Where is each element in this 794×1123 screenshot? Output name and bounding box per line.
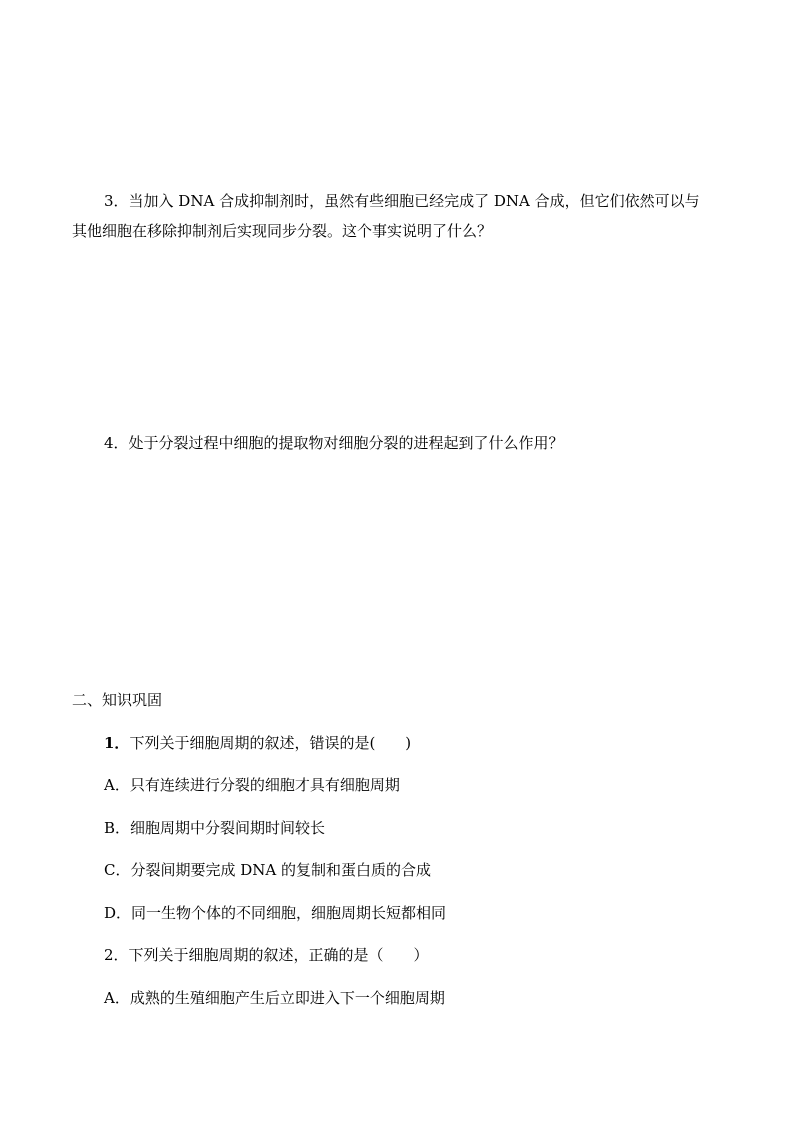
question-3-line-1: 3．当加入 DNA 合成抑制剂时，虽然有些细胞已经完成了 DNA 合成，但它们依然可以与 — [104, 192, 700, 210]
mcq-1-option-a: A．只有连续进行分裂的细胞才具有细胞周期 — [104, 776, 400, 794]
question-4-text: 4．处于分裂过程中细胞的提取物对细胞分裂的进程起到了什么作用？ — [104, 434, 564, 452]
question-3-line-2: 其他细胞在移除抑制剂后实现同步分裂。这个事实说明了什么？ — [72, 222, 493, 240]
mcq-1-option-c: C．分裂间期要完成 DNA 的复制和蛋白质的合成 — [104, 861, 431, 879]
mcq-2-stem: 2．下列关于细胞周期的叙述，正确的是（ ） — [104, 946, 429, 964]
mcq-2-option-a: A．成熟的生殖细胞产生后立即进入下一个细胞周期 — [104, 989, 445, 1007]
mcq-1-stem — [104, 733, 411, 753]
mcq-1-option-b: B．细胞周期中分裂间期时间较长 — [104, 819, 326, 837]
mcq-1-option-d: D．同一生物个体的不同细胞，细胞周期长短都相同 — [104, 904, 447, 922]
mcq-1-stem-text: 下列关于细胞周期的叙述，错误的是( ) — [129, 734, 412, 752]
section-heading: 二、知识巩固 — [72, 691, 163, 709]
mcq-1-number: 1． — [104, 734, 130, 752]
